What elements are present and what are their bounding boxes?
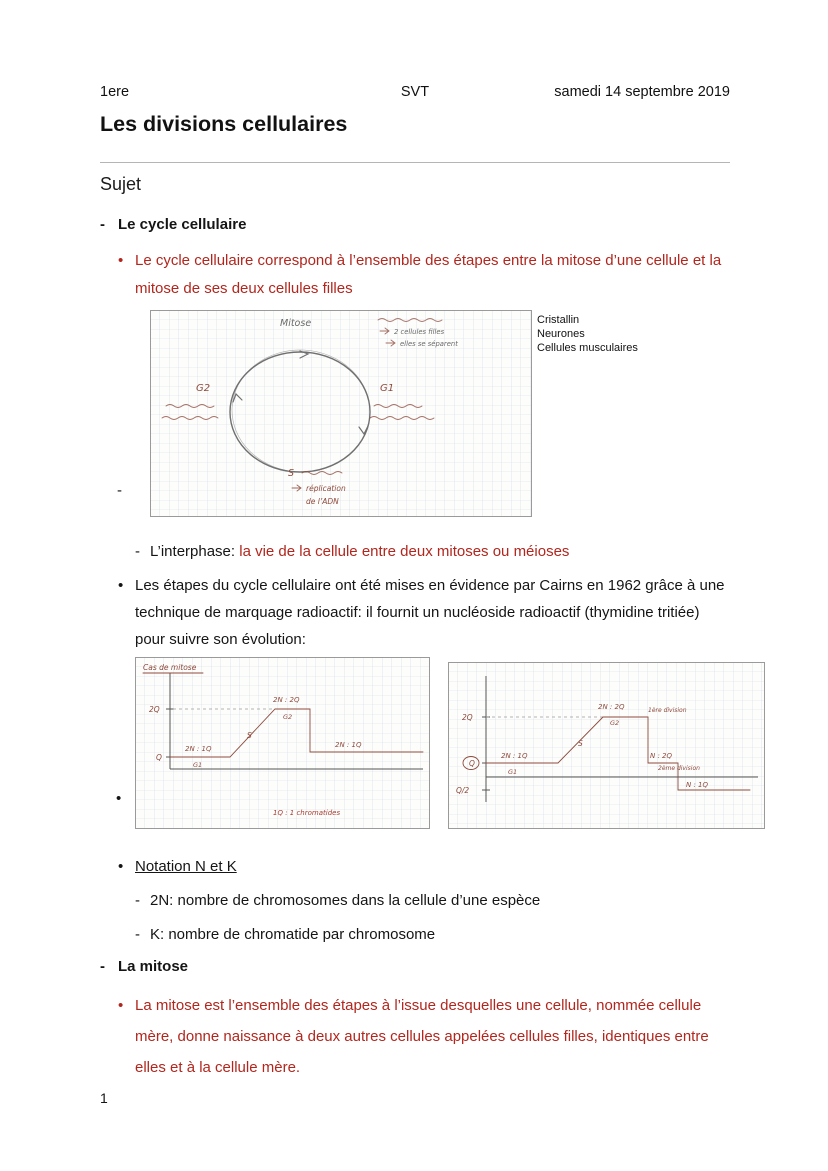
label-seg-g2: 2N : 2Q	[273, 696, 300, 704]
label-first-division: 1ère division	[648, 707, 687, 714]
figure-row-cell-cycle	[150, 310, 730, 517]
list-item-2n	[100, 890, 730, 912]
ytick-q: Q	[469, 759, 475, 768]
list-item-mitose-definition	[100, 990, 730, 1083]
label-replication: réplication	[306, 484, 346, 493]
stray-bullet-marker: •	[116, 790, 122, 807]
label-g2: G2	[196, 383, 211, 394]
ytick-2q: 2Q	[149, 705, 160, 714]
label-s: S	[578, 739, 583, 748]
label-g2: G2	[283, 713, 293, 721]
mitose-definition-text: La mitose est l’ensemble des étapes à l’issue desquelles une cellule, nommée cellule mère, donne naissance à deux autres cellules appelées cellules filles, identiques entre elles et à la cellule mère.	[135, 997, 709, 1076]
cairns-text: Les étapes du cycle cellulaire ont été mises en évidence par Cairns en 1962 grâce à une technique de marquage radioactif: il fournit un nucléoside radioactif (thymidine tritiée) pour suivre son évolution:	[135, 577, 725, 648]
label-elles-se-separent: elles se séparent	[400, 340, 458, 348]
page-title: Les divisions cellulaires	[100, 112, 348, 136]
ytick-q: Q	[156, 753, 162, 762]
stray-dash-marker: -	[117, 482, 122, 499]
list-item-interphase	[100, 541, 730, 563]
label-second-division: 2ème division	[658, 765, 700, 772]
label-seg-g1: 2N : 1Q	[501, 752, 528, 760]
label-seg-n2q: N : 2Q	[650, 752, 673, 760]
heading-la-mitose: La mitose	[118, 958, 189, 975]
label-seg-n1q: N : 1Q	[686, 781, 709, 789]
label-s: S	[247, 731, 252, 740]
label-cellules-filles: 2 cellules filles	[394, 328, 445, 336]
divider-rule	[100, 162, 730, 163]
figure-meiose-graph	[448, 662, 765, 829]
interphase-label: L’interphase:	[150, 543, 236, 560]
list-item-notation	[100, 856, 730, 878]
notation-heading: Notation N et K	[135, 858, 237, 875]
ytick-2q: 2Q	[462, 713, 473, 722]
dash-marker: -	[135, 892, 140, 909]
interphase-definition: la vie de la cellule entre deux mitoses ou méioses	[235, 543, 570, 560]
label-g1: G1	[508, 768, 518, 776]
label-mitose: Mitose	[280, 318, 312, 329]
label-g2: G2	[610, 719, 620, 727]
label-adn: de l’ADN	[306, 497, 339, 506]
dash-marker: -	[135, 543, 140, 560]
side-annotations	[537, 310, 638, 517]
ytick-q2: Q/2	[456, 786, 470, 795]
figure-row-graphs	[135, 657, 800, 829]
definition-2n: 2N: nombre de chromosomes dans la cellule d’une espèce	[150, 892, 541, 909]
heading-cycle-cellulaire: Le cycle cellulaire	[118, 216, 247, 233]
document-content	[100, 84, 730, 1083]
header-date: samedi 14 septembre 2019	[554, 84, 730, 100]
label-seg-g1: 2N : 1Q	[185, 745, 212, 753]
label-s-phase: S	[288, 468, 295, 479]
annotation-neurones: Neurones	[537, 328, 585, 340]
section-heading: Sujet	[100, 174, 142, 194]
cycle-definition-text: Le cycle cellulaire correspond à l’ensemble des étapes entre la mitose d’une cellule et la mitose de ses deux cellules filles	[135, 252, 722, 297]
annotation-cellules-musculaires: Cellules musculaires	[537, 342, 638, 354]
graph-title: Cas de mitose	[143, 663, 197, 672]
label-g1: G1	[193, 761, 203, 769]
label-g1: G1	[380, 383, 395, 394]
interphase-text	[150, 541, 569, 563]
bullet-marker: •	[118, 858, 124, 875]
list-item-k	[100, 924, 730, 946]
document-header	[100, 84, 730, 100]
header-subject: SVT	[400, 84, 430, 100]
dash-marker: -	[100, 958, 105, 975]
list-item-cairns	[100, 572, 730, 653]
definition-k: K: nombre de chromatide par chromosome	[150, 926, 436, 943]
label-seg-after: 2N : 1Q	[335, 741, 362, 749]
annotation-cristallin: Cristallin	[537, 314, 580, 326]
header-class-level: 1ere	[100, 84, 130, 100]
bullet-marker: •	[118, 252, 124, 269]
list-item-cycle-definition	[100, 247, 730, 303]
bullet-marker: •	[118, 997, 124, 1014]
figure-cell-cycle-sketch	[150, 310, 532, 517]
list-item-mitose-heading	[100, 956, 730, 978]
label-seg-g2: 2N : 2Q	[598, 703, 625, 711]
label-x-note: 1Q : 1 chromatides	[273, 809, 341, 817]
dash-marker: -	[135, 926, 140, 943]
dash-marker: -	[100, 216, 105, 233]
bullet-marker: •	[118, 577, 124, 594]
list-item-cycle-heading	[100, 214, 730, 236]
figure-mitose-graph	[135, 657, 430, 829]
page-number: 1	[100, 1090, 108, 1106]
